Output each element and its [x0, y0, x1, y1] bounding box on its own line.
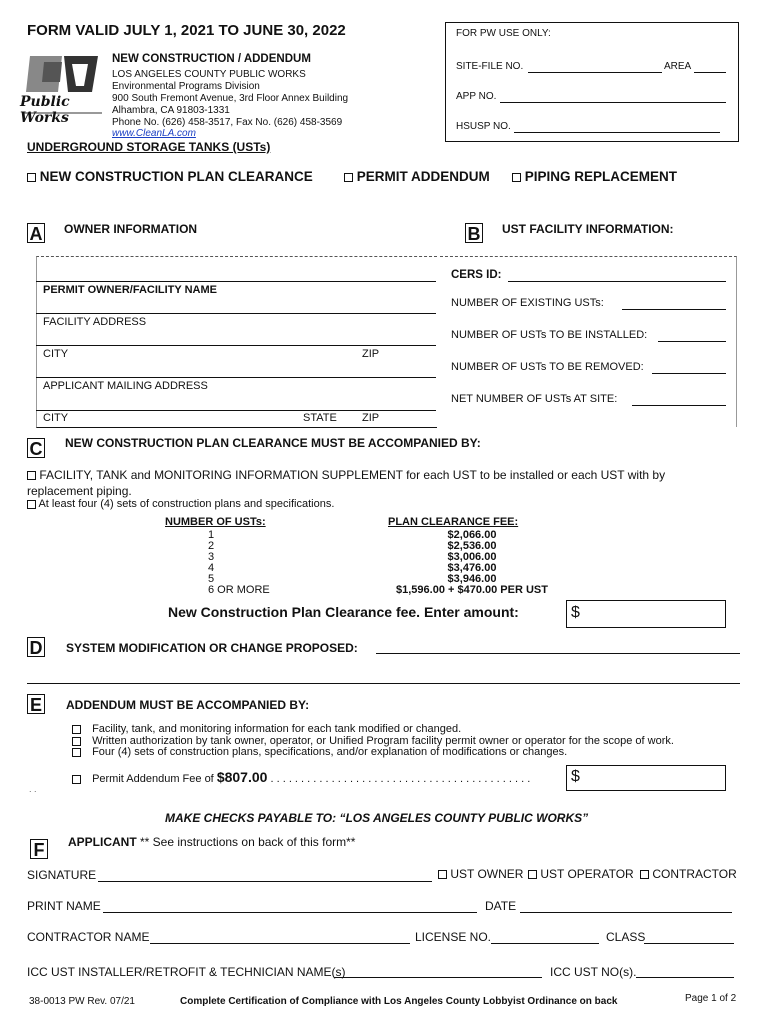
section-e-title: ADDENDUM MUST BE ACCOMPANIED BY: [66, 698, 310, 712]
addendum-fee-label: Permit Addendum Fee of [92, 773, 214, 785]
modification-field-1[interactable] [376, 653, 740, 654]
permit-owner-label: PERMIT OWNER/FACILITY NAME [43, 284, 217, 296]
applicant-label: APPLICANT [68, 835, 137, 849]
option-piping-replacement[interactable] [512, 169, 677, 184]
applicant-note: ** See instructions on back of this form** [136, 835, 356, 849]
site-file-label: SITE-FILE NO. [456, 61, 524, 72]
option-new-construction[interactable] [27, 169, 313, 184]
fee-5: $3,946.00 [447, 573, 497, 585]
icc-no-field[interactable] [636, 977, 734, 978]
cers-id-field[interactable] [508, 281, 726, 282]
class-label: CLASS [606, 930, 646, 944]
section-b-marker: B [465, 223, 483, 243]
pw-use-only-box [445, 22, 739, 142]
hsusp-no-field[interactable] [514, 132, 720, 133]
addendum-item-3-label: Four (4) sets of construction plans, specifications, and/or explanation of modifications or changes. [92, 746, 568, 758]
class-field[interactable] [644, 943, 734, 944]
form-type: NEW CONSTRUCTION / ADDENDUM [112, 53, 311, 65]
agency-name: LOS ANGELES COUNTY PUBLIC WORKS [112, 69, 306, 80]
addendum-item-2-label: Written authorization by tank owner, operator, or Unified Program facility permit owner or operator for the scope of work. [92, 735, 674, 747]
payable-note: MAKE CHECKS PAYABLE TO: “LOS ANGELES COUNTY PUBLIC WORKS” [165, 811, 589, 825]
contractor-name-field[interactable] [150, 943, 410, 944]
supplement-label: FACILITY, TANK and MONITORING INFORMATION SUPPLEMENT for each UST to be installed or each UST with by [39, 468, 666, 482]
new-construction-label: NEW CONSTRUCTION PLAN CLEARANCE [39, 169, 313, 184]
date-field[interactable] [520, 912, 732, 913]
compliance-note: Complete Certification of Compliance with Los Angeles County Lobbyist Ordinance on back [180, 996, 618, 1007]
hsusp-no-label: HSUSP NO. [456, 121, 511, 132]
city-field[interactable] [36, 345, 436, 346]
fee-list [392, 530, 552, 596]
cers-id-label: CERS ID: [451, 269, 502, 281]
phone-fax: Phone No. (626) 458-3517, Fax No. (626) 458-3569 [112, 117, 343, 128]
app-no-field[interactable] [500, 102, 726, 103]
fee-4: $3,476.00 [447, 562, 497, 574]
section-d-title: SYSTEM MODIFICATION OR CHANGE PROPOSED: [66, 641, 358, 655]
net-usts-label: NET NUMBER OF USTs AT SITE: [451, 393, 618, 405]
addendum-item-1-checkbox[interactable] [72, 725, 81, 734]
logo-text: Public Works [20, 94, 70, 126]
addendum-item-1[interactable] [72, 723, 461, 735]
public-works-logo [20, 52, 102, 126]
facility-address-field[interactable] [36, 313, 436, 314]
removed-usts-field[interactable] [652, 373, 726, 374]
fee-2: $2,536.00 [447, 540, 497, 552]
ust-operator-checkbox[interactable] [528, 870, 537, 879]
section-d-marker: D [27, 637, 45, 657]
addendum-fee-dots: . . . . . . . . . . . . . . . . . . . . . . . . . . . . . . . . . . . . . . . . . . . [270, 773, 531, 785]
section-f-marker: F [30, 839, 48, 859]
ust-count-6: 6 OR MORE [208, 584, 270, 596]
section-b-title: UST FACILITY INFORMATION: [502, 222, 674, 236]
icc-no-label: ICC UST NO(s). [550, 965, 637, 979]
existing-usts-label: NUMBER OF EXISTING USTs: [451, 297, 604, 309]
mailing-address-field[interactable] [36, 377, 436, 378]
form-title: UNDERGROUND STORAGE TANKS (USTs) [27, 140, 271, 154]
website-link[interactable]: www.CleanLA.com [112, 128, 196, 139]
ust-count-2: 2 [208, 540, 215, 552]
plans-label: At least four (4) sets of construction plans and specifications. [38, 498, 335, 510]
section-c-marker: C [27, 438, 45, 458]
plan-clearance-fee-header: PLAN CLEARANCE FEE: [388, 516, 519, 528]
pw-use-title: FOR PW USE ONLY: [456, 28, 551, 39]
ust-owner-option[interactable] [438, 867, 523, 881]
date-label: DATE [485, 899, 517, 913]
page-number: Page 1 of 2 [685, 993, 737, 1004]
zip-label: ZIP [362, 348, 380, 360]
contractor-option[interactable] [640, 867, 737, 881]
piping-replacement-label: PIPING REPLACEMENT [524, 169, 678, 184]
installed-usts-field[interactable] [658, 341, 726, 342]
icc-names-label: ICC UST INSTALLER/RETROFIT & TECHNICIAN NAME(s) [27, 965, 346, 979]
plans-item[interactable] [27, 498, 334, 510]
supplement-label-cont: replacement piping. [27, 484, 132, 498]
addendum-fee-checkbox[interactable] [72, 775, 81, 784]
address-line-1: 900 South Fremont Avenue, 3rd Floor Annex Building [112, 93, 349, 104]
ust-owner-label: UST OWNER [450, 867, 524, 881]
dollar-sign-2: $ [571, 768, 580, 785]
print-name-label: PRINT NAME [27, 899, 101, 913]
dollar-sign: $ [571, 604, 580, 621]
fee-1: $2,066.00 [447, 529, 497, 541]
icc-names-field[interactable] [334, 977, 542, 978]
site-file-field[interactable] [528, 72, 662, 73]
existing-usts-field[interactable] [622, 309, 726, 310]
addendum-fee-amount: $807.00 [216, 769, 268, 785]
supplement-item[interactable] [27, 468, 665, 482]
addendum-item-3[interactable] [72, 746, 567, 758]
net-usts-field[interactable] [632, 405, 726, 406]
permit-addendum-checkbox[interactable] [344, 173, 353, 182]
plan-clearance-amount-field[interactable] [566, 600, 726, 628]
addendum-item-3-checkbox[interactable] [72, 748, 81, 757]
addendum-fee-item[interactable] [72, 769, 530, 785]
installed-usts-label: NUMBER OF USTs TO BE INSTALLED: [451, 329, 648, 341]
ust-count-4: 4 [208, 562, 215, 574]
fee-6: $1,596.00 + $470.00 PER UST [396, 584, 548, 596]
form-number: 38-0013 PW Rev. 07/21 [29, 996, 135, 1007]
stray-dots: . . [29, 784, 37, 794]
license-label: LICENSE NO. [415, 930, 492, 944]
license-field[interactable] [491, 943, 599, 944]
enter-amount-label: New Construction Plan Clearance fee. Enter amount: [168, 604, 519, 620]
signature-field[interactable] [98, 881, 432, 882]
state-label: STATE [303, 412, 337, 424]
mailing-city-field[interactable] [36, 410, 436, 411]
addendum-amount-field[interactable] [566, 765, 726, 791]
city-label: CITY [43, 348, 69, 360]
addendum-item-2-checkbox[interactable] [72, 737, 81, 746]
division-name: Environmental Programs Division [112, 81, 260, 92]
plans-checkbox[interactable] [27, 500, 36, 509]
mailing-city-label: CITY [43, 412, 69, 424]
contractor-name-label: CONTRACTOR NAME [27, 930, 150, 944]
ust-operator-label: UST OPERATOR [540, 867, 634, 881]
ust-count-1: 1 [208, 529, 215, 541]
section-f-title [68, 835, 355, 849]
ust-count-list [208, 530, 270, 596]
section-e-marker: E [27, 694, 45, 714]
removed-usts-label: NUMBER OF USTs TO BE REMOVED: [451, 361, 644, 373]
addendum-item-1-label: Facility, tank, and monitoring information for each tank modified or changed. [92, 723, 462, 735]
mailing-address-label: APPLICANT MAILING ADDRESS [43, 380, 208, 392]
section-c-title: NEW CONSTRUCTION PLAN CLEARANCE MUST BE ACCOMPANIED BY: [65, 436, 481, 450]
number-of-usts-header: NUMBER OF USTs: [165, 516, 266, 528]
area-label: AREA [664, 61, 692, 72]
form-validity-title: FORM VALID JULY 1, 2021 TO JUNE 30, 2022 [27, 22, 346, 39]
contractor-label: CONTRACTOR [652, 867, 737, 881]
supplement-checkbox[interactable] [27, 471, 36, 480]
permit-addendum-label: PERMIT ADDENDUM [356, 169, 490, 184]
owner-name-field[interactable] [36, 281, 436, 282]
ust-count-5: 5 [208, 573, 215, 585]
fee-3: $3,006.00 [447, 551, 497, 563]
address-line-2: Alhambra, CA 91803-1331 [112, 105, 230, 116]
new-construction-checkbox[interactable] [27, 173, 36, 182]
ust-count-3: 3 [208, 551, 215, 563]
ust-owner-checkbox[interactable] [438, 870, 447, 879]
section-a-marker: A [27, 223, 45, 243]
option-permit-addendum[interactable] [344, 169, 490, 184]
app-no-label: APP NO. [456, 91, 497, 102]
piping-replacement-checkbox[interactable] [512, 173, 521, 182]
section-a-title: OWNER INFORMATION [64, 222, 198, 236]
contractor-checkbox[interactable] [640, 870, 649, 879]
facility-address-label: FACILITY ADDRESS [43, 316, 147, 328]
ust-operator-option[interactable] [528, 867, 634, 881]
signature-label: SIGNATURE [27, 868, 97, 882]
modification-field-2[interactable] [27, 683, 740, 684]
area-field[interactable] [694, 72, 726, 73]
print-name-field[interactable] [103, 912, 477, 913]
mailing-zip-label: ZIP [362, 412, 380, 424]
